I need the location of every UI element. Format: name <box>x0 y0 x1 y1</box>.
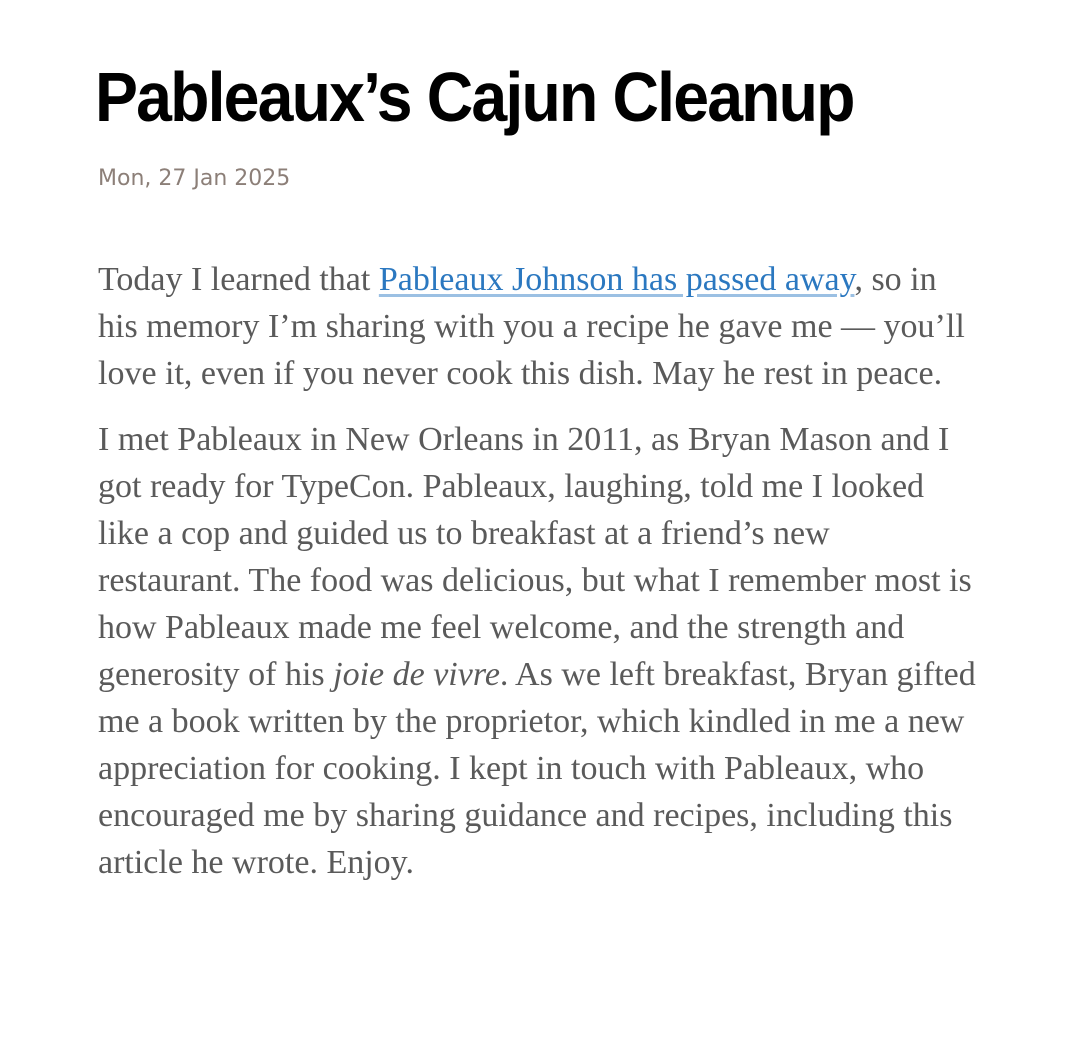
article <box>95 52 978 905</box>
obituary-link[interactable]: Pableaux Johnson has passed away <box>378 261 855 298</box>
paragraph-intro <box>98 256 978 397</box>
paragraph-memory-text-end: . As we left breakfast, Bryan gifted me a book written by the proprietor, which kindled in me a new appreciation for cooking. I kept in touch with Pableaux, who encouraged me by sharing guidance and recipes, including this article he wrote. Enjoy. <box>98 656 976 881</box>
paragraph-intro-text-start: Today I learned that <box>98 261 379 298</box>
paragraph-intro-text-end: , so in his memory I’m sharing with you a recipe he gave me — you’ll love it, even if you never cook this dish. May he rest in peace. <box>98 261 965 392</box>
article-body <box>98 256 978 886</box>
paragraph-memory-text-start: I met Pableaux in New Orleans in 2011, as Bryan Mason and I got ready for TypeCon. Pableaux, laughing, told me I looked like a cop and guided us to breakfast at a friend’s new restaurant. The food was delicious, but what I remember most is how Pableaux made me feel welcome, and the strength and generosity of his <box>98 421 972 693</box>
paragraph-memory <box>98 416 978 886</box>
post-date: Mon, 27 Jan 2025 <box>98 166 291 191</box>
joie-de-vivre-emphasis: joie de vivre <box>333 656 500 693</box>
page-title: Pableaux’s Cajun Cleanup <box>95 58 854 136</box>
